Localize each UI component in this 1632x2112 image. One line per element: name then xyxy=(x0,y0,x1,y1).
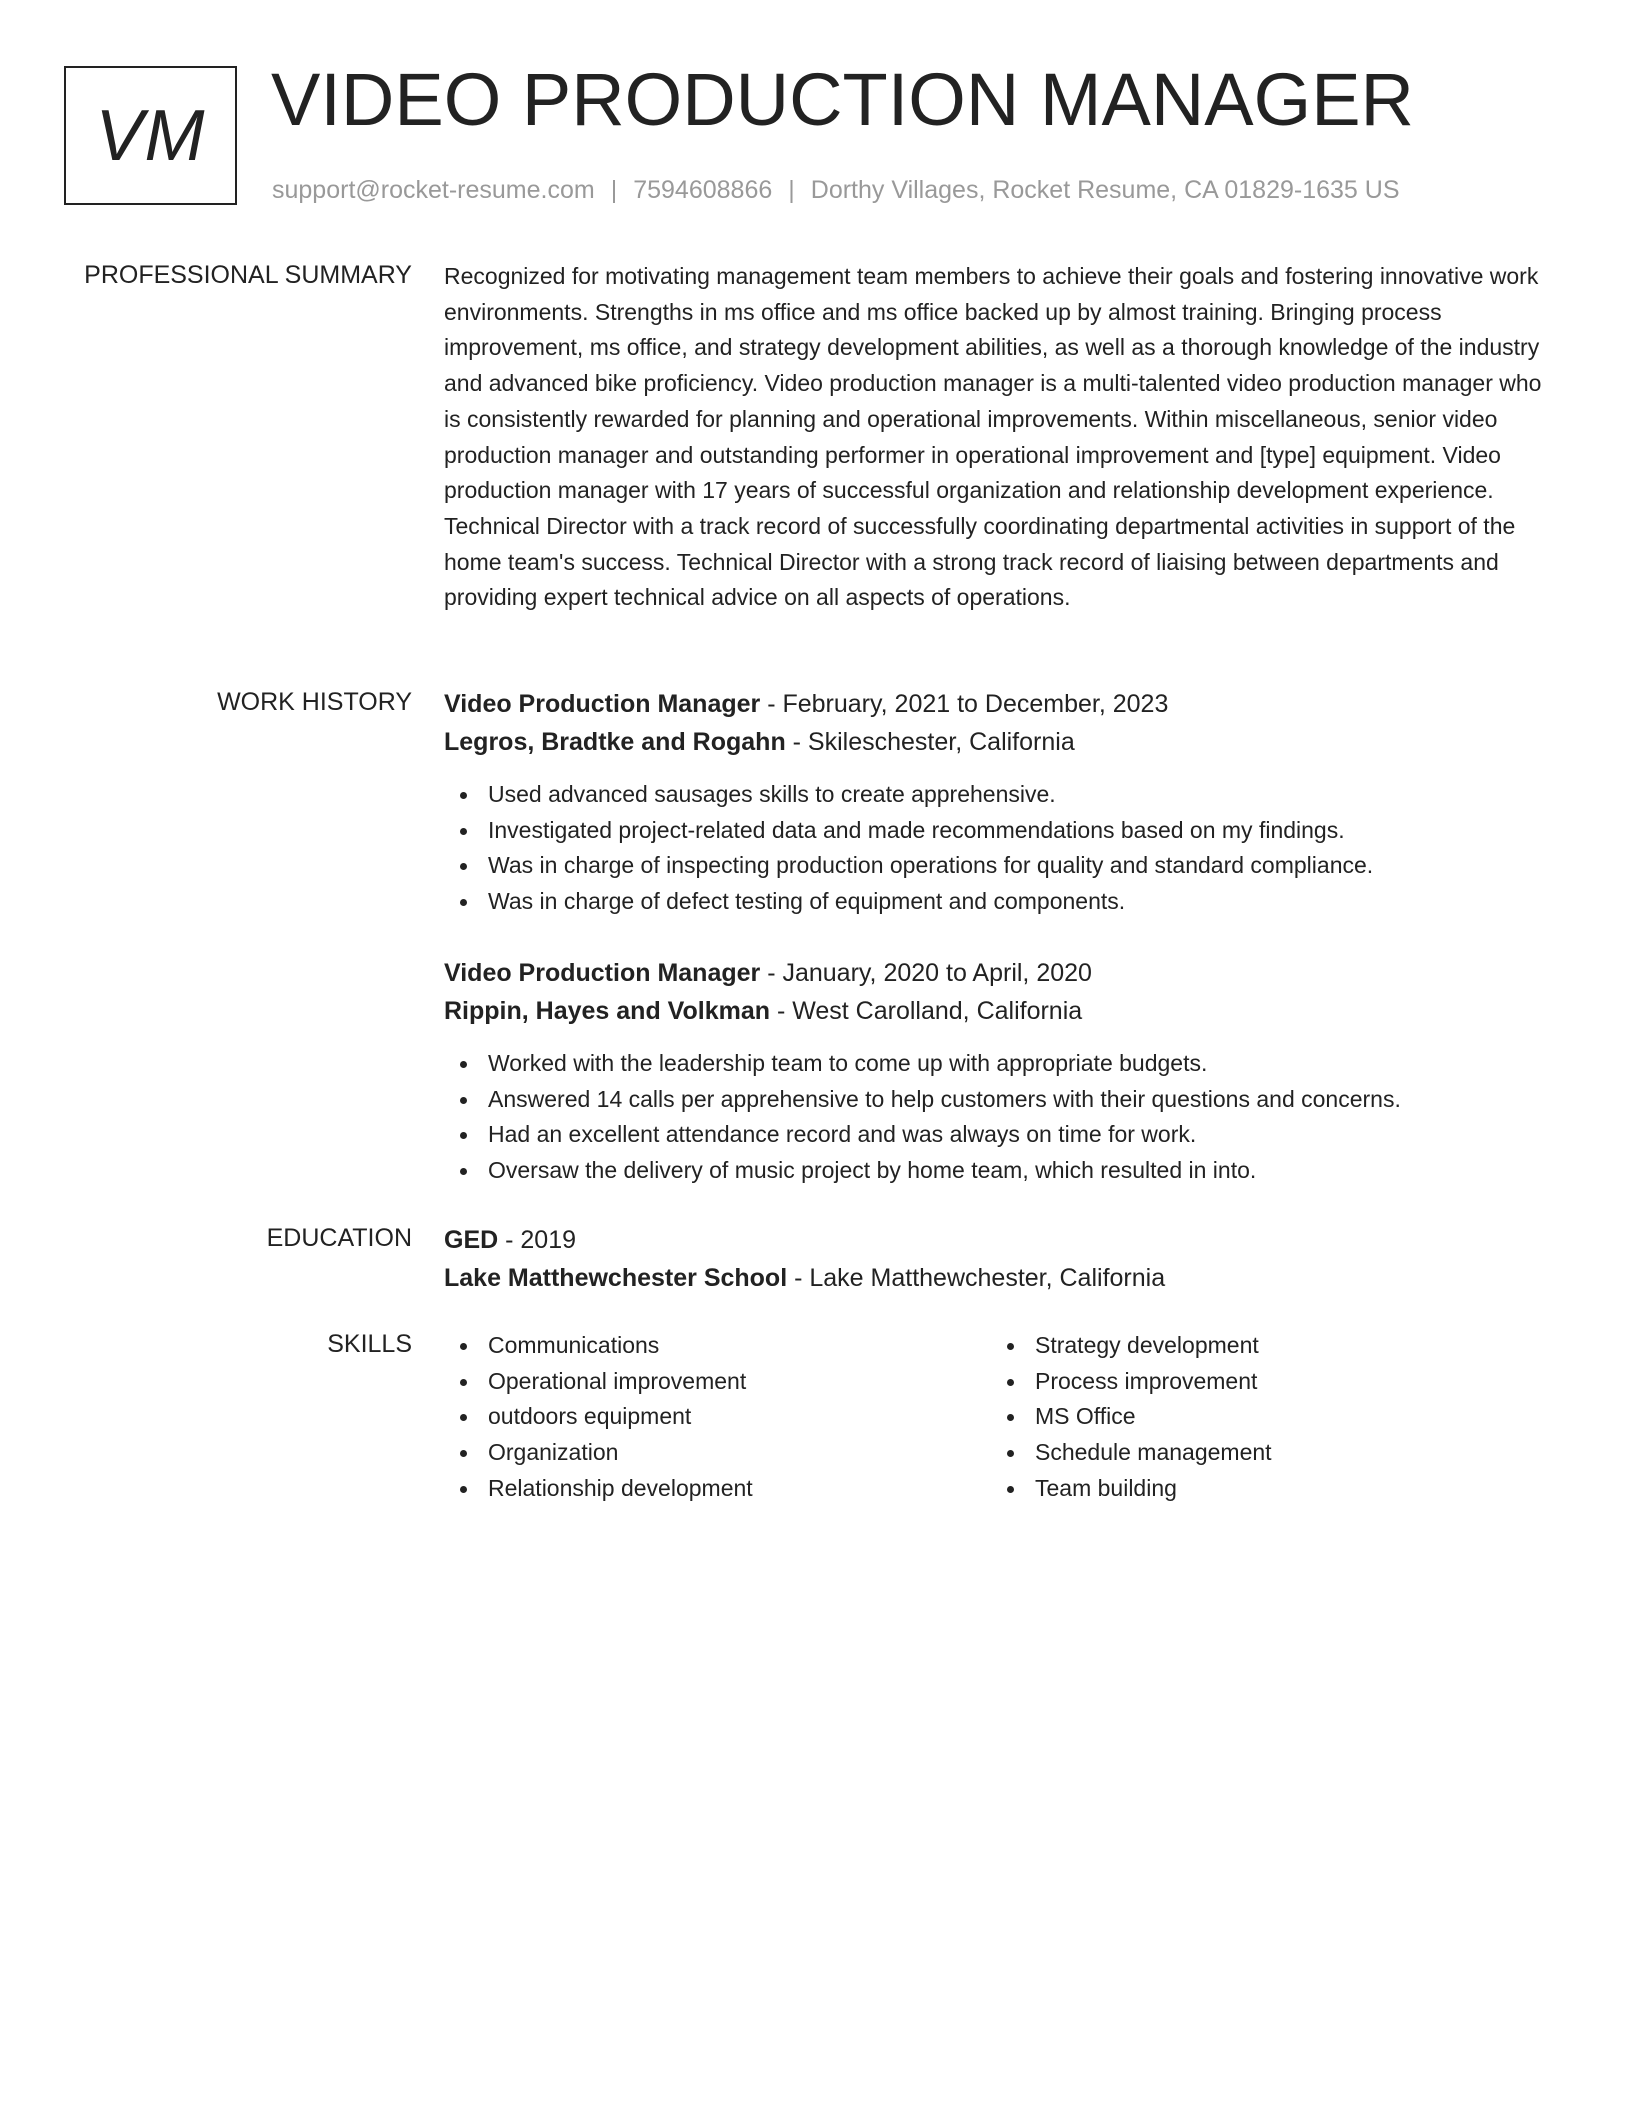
education-school: Lake Matthewchester School xyxy=(444,1264,788,1292)
monogram-initials: VM xyxy=(95,95,206,176)
list-item: Worked with the leadership team to come up with appropriate budgets. xyxy=(444,1046,1554,1082)
job-role-line xyxy=(444,954,1554,992)
skill-item: Operational improvement xyxy=(444,1364,984,1400)
job-dates: - January, 2020 to April, 2020 xyxy=(760,959,1092,987)
job-company-line xyxy=(444,723,1554,761)
job-company: Legros, Bradtke and Rogahn xyxy=(444,728,786,756)
skills-list-left xyxy=(444,1328,984,1507)
education-year: - 2019 xyxy=(498,1226,577,1254)
contact-address: Dorthy Villages, Rocket Resume, CA 01829-1635 US xyxy=(810,176,1400,204)
section-title-education: EDUCATION xyxy=(266,1224,412,1252)
education-degree-line xyxy=(444,1221,1554,1259)
job-company: Rippin, Hayes and Volkman xyxy=(444,997,771,1025)
skill-item: Process improvement xyxy=(991,1364,1531,1400)
job-location: - Skileschester, California xyxy=(785,728,1075,756)
list-item: Used advanced sausages skills to create apprehensive. xyxy=(444,777,1554,813)
skill-item: Strategy development xyxy=(991,1328,1531,1364)
work-body xyxy=(444,685,1554,1184)
resume-title: VIDEO PRODUCTION MANAGER xyxy=(271,58,1414,141)
education-body xyxy=(444,1221,1554,1297)
contact-email: support@rocket-resume.com xyxy=(272,176,595,204)
job-role-line xyxy=(444,685,1554,723)
skills-list-right xyxy=(991,1328,1531,1507)
job-role: Video Production Manager xyxy=(444,959,761,987)
list-item: Was in charge of inspecting production operations for quality and standard compliance. xyxy=(444,848,1554,884)
education-location: - Lake Matthewchester, California xyxy=(787,1264,1166,1292)
skill-item: Communications xyxy=(444,1328,984,1364)
skill-item: Organization xyxy=(444,1435,984,1471)
job-dates: - February, 2021 to December, 2023 xyxy=(760,690,1169,718)
contact-phone: 7594608866 xyxy=(633,176,773,204)
job-role: Video Production Manager xyxy=(444,690,761,718)
job-bullets xyxy=(444,1046,1554,1189)
job-entry xyxy=(444,954,1554,1189)
section-title-summary: PROFESSIONAL SUMMARY xyxy=(84,261,412,289)
section-title-skills: SKILLS xyxy=(327,1330,412,1358)
summary-body xyxy=(444,259,1554,616)
skill-item: outdoors equipment xyxy=(444,1399,984,1435)
job-location: - West Carolland, California xyxy=(770,997,1083,1025)
summary-text: Recognized for motivating management team members to achieve their goals and fostering innovative work environments. Strengths in ms office and ms office backed up by almost training. Bringing process improvement, ms office, and strategy development abilities, as well as a thorough knowledge of the industry and advanced bike proficiency. Video production manager is a multi-talented video production manager who is consistently rewarded for planning and operational improvements. Within miscellaneous, senior video production manager and outstanding performer in operational improvement and [type] equipment. Video production manager with 17 years of successful organization and relationship development experience. Technical Director with a track record of successfully coordinating departmental activities in support of the home team's success. Technical Director with a strong track record of liaising between departments and providing expert technical advice on all aspects of operations. xyxy=(444,263,1542,611)
skill-item: Team building xyxy=(991,1471,1531,1507)
skill-item: MS Office xyxy=(991,1399,1531,1435)
skill-item: Relationship development xyxy=(444,1471,984,1507)
list-item: Was in charge of defect testing of equipment and components. xyxy=(444,884,1554,920)
list-item: Had an excellent attendance record and was always on time for work. xyxy=(444,1117,1554,1153)
education-degree: GED xyxy=(444,1226,499,1254)
list-item: Answered 14 calls per apprehensive to help customers with their questions and concerns. xyxy=(444,1082,1554,1118)
contact-separator: | xyxy=(788,176,795,204)
list-item: Investigated project-related data and made recommendations based on my findings. xyxy=(444,813,1554,849)
contact-separator: | xyxy=(610,176,618,204)
section-title-work: WORK HISTORY xyxy=(217,688,412,716)
skill-item: Schedule management xyxy=(991,1435,1531,1471)
job-bullets xyxy=(444,777,1554,920)
monogram-box xyxy=(64,66,237,205)
education-school-line xyxy=(444,1259,1554,1297)
job-company-line xyxy=(444,992,1554,1030)
contact-line xyxy=(272,174,1400,206)
list-item: Oversaw the delivery of music project by home team, which resulted in into. xyxy=(444,1153,1554,1189)
job-entry xyxy=(444,685,1554,920)
